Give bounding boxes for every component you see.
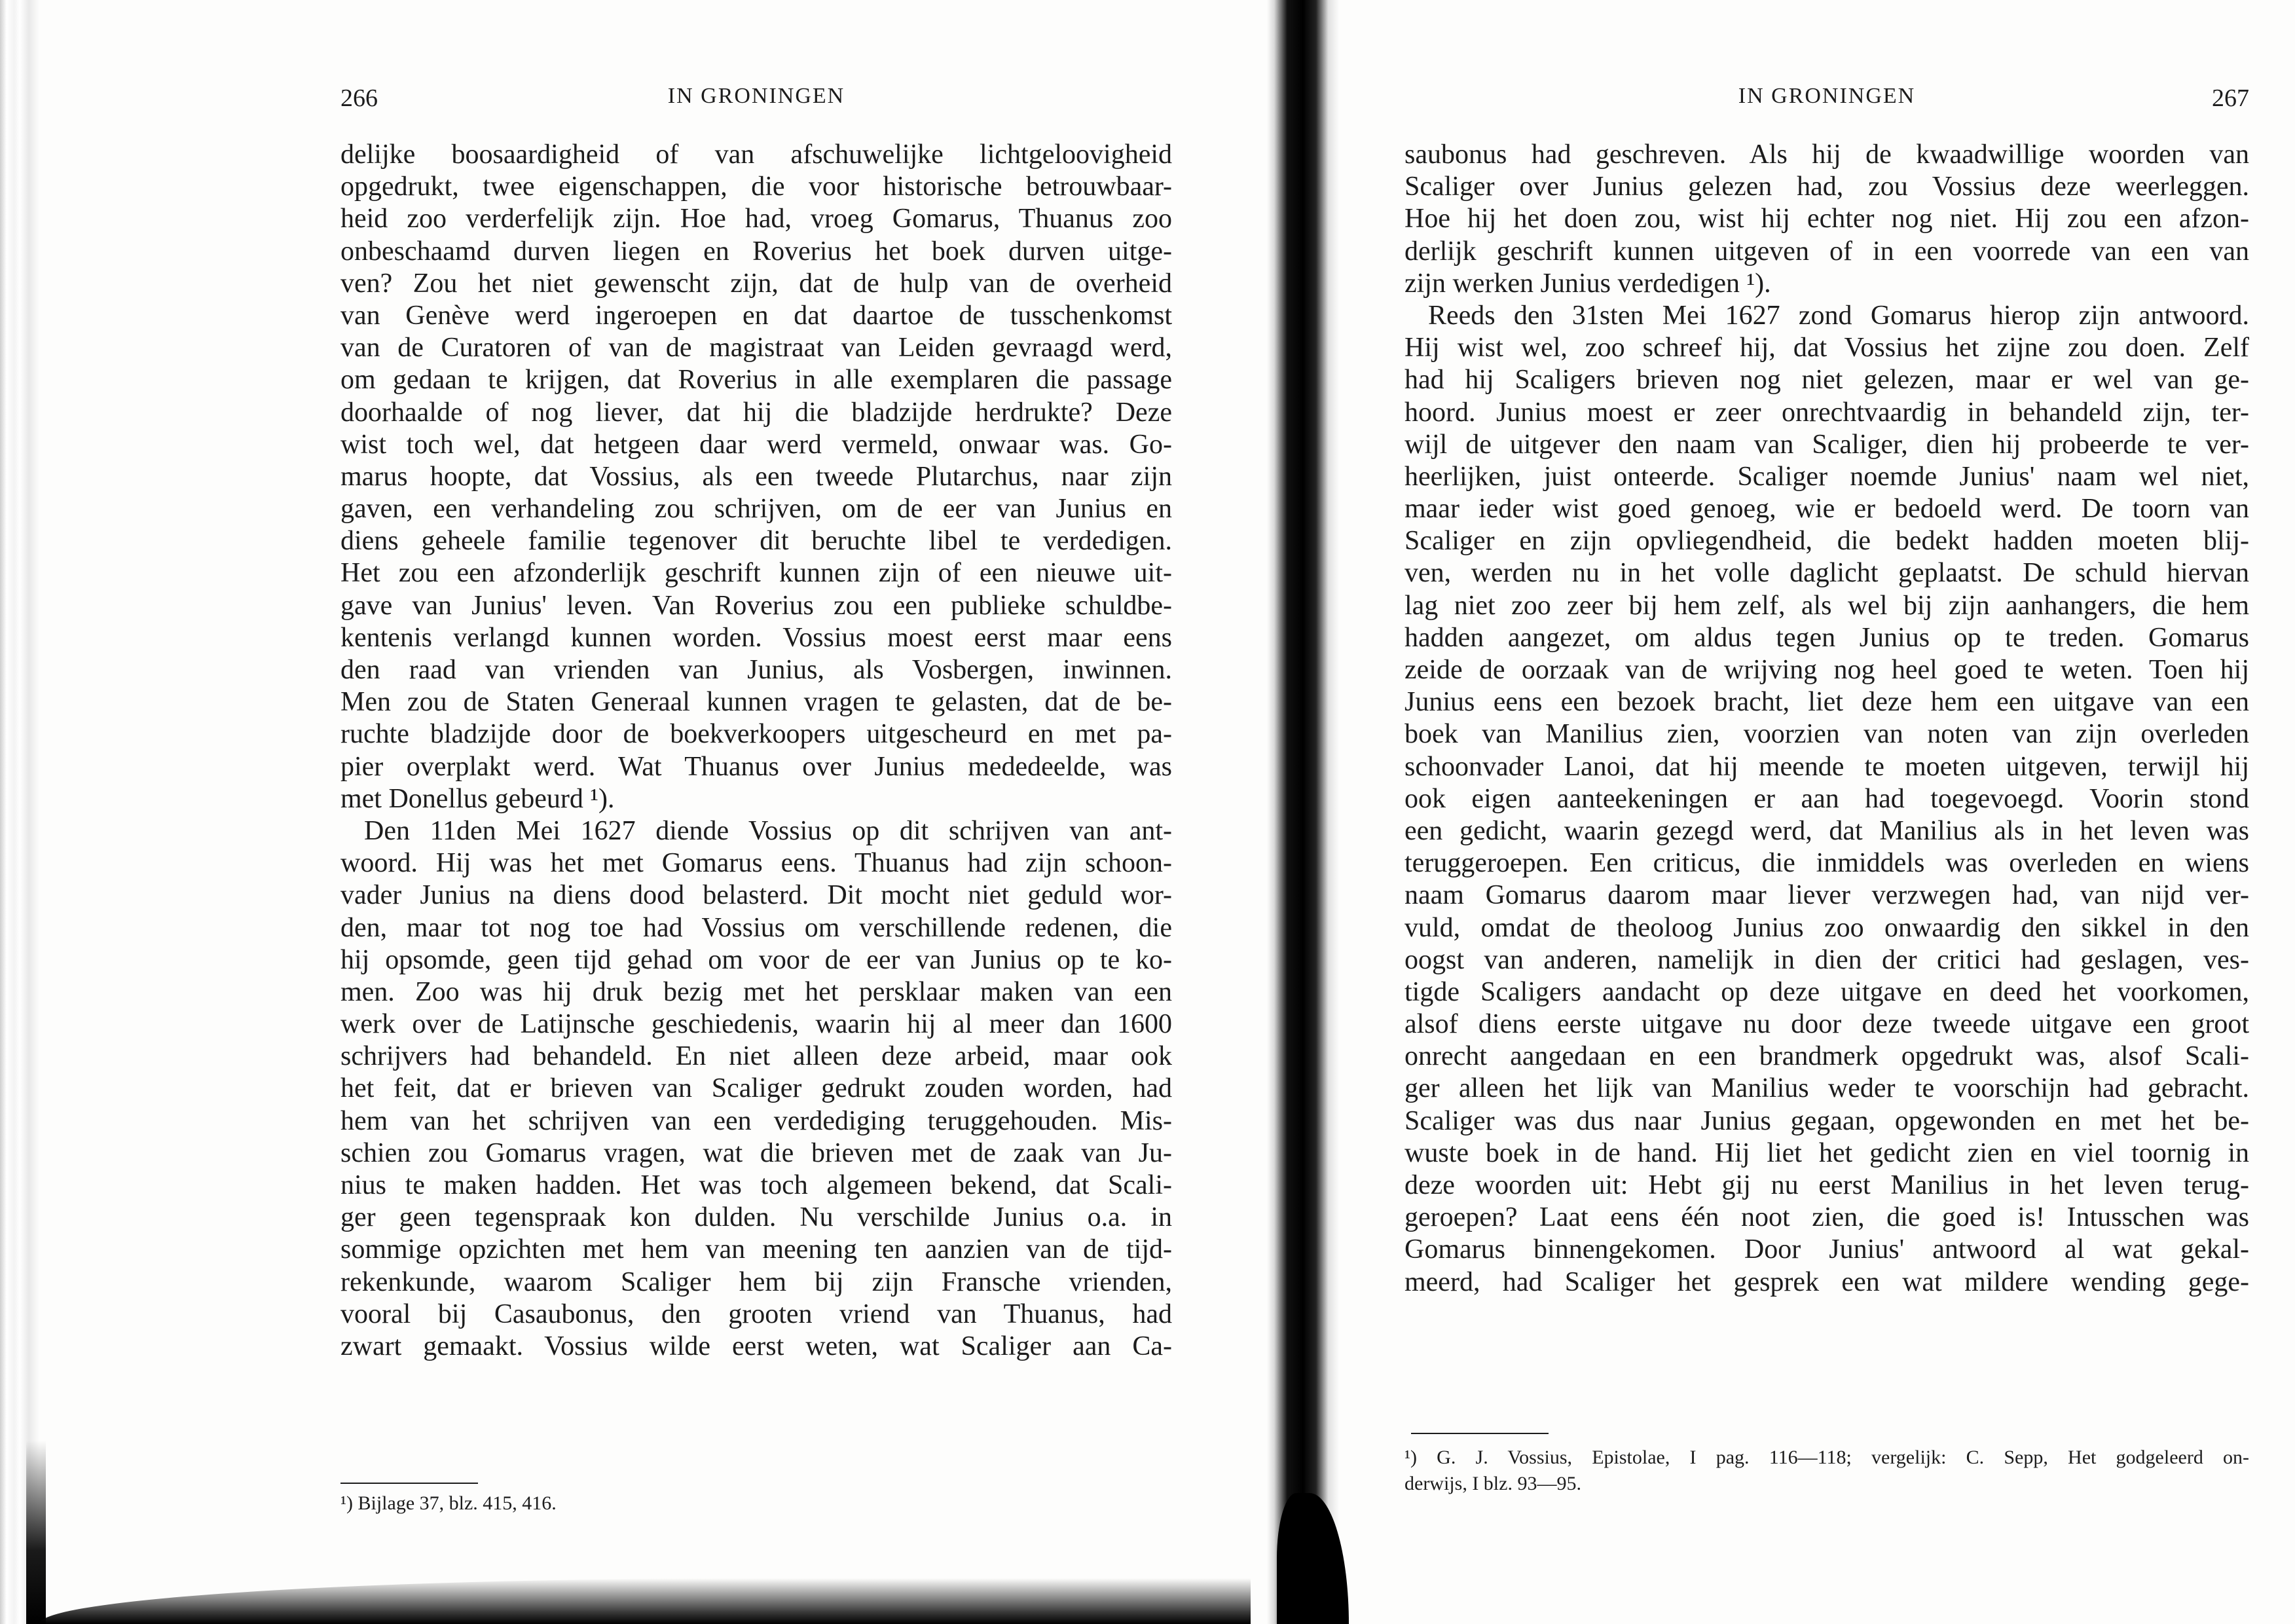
text-line: Men zou de Staten Generaal kunnen vragen te gelasten, dat de be-: [340, 687, 1172, 718]
text-line: boek van Manilius zien, voorzien van noten van zijn overleden: [1405, 719, 2249, 750]
text-line: kentenis verlangd kunnen worden. Vossius moest eerst maar eens: [340, 622, 1172, 653]
text-line: Junius eens een bezoek bracht, liet deze hem een uitgave van een: [1405, 687, 2249, 718]
text-line: teruggeroepen. Een criticus, die inmiddels was overleden en wiens: [1405, 848, 2249, 879]
text-line: oogst van anderen, namelijk in dien der critici had geslagen, ves-: [1405, 944, 2249, 975]
text-line: den, maar tot nog toe had Vossius om verschillende redenen, die: [340, 912, 1172, 943]
text-line: Het zou een afzonderlijk geschrift kunnen zijn of een nieuwe uit-: [340, 558, 1172, 589]
text-line: wist toch wel, dat hetgeen daar werd vermeld, onwaar was. Go-: [340, 429, 1172, 460]
text-line: rekenkunde, waarom Scaliger hem bij zijn Fransche vrienden,: [340, 1266, 1172, 1297]
text-line: heerlijken, juist onteerde. Scaliger noemde Junius' naam wel niet,: [1405, 461, 2249, 492]
text-line: ger alleen het lijk van Manilius weder te voorschijn had gebracht.: [1405, 1073, 2249, 1104]
text-line: van Genève werd ingeroepen en dat daartoe de tusschenkomst: [340, 300, 1172, 331]
text-line: hadden aangezet, om aldus tegen Junius op te treden. Gomarus: [1405, 622, 2249, 653]
right-page-number: 267: [2212, 84, 2249, 112]
text-line: men. Zoo was hij druk bezig met het persklaar maken van een: [340, 976, 1172, 1007]
text-line: ven? Zou het niet gewenscht zijn, dat de hulp van de overheid: [340, 268, 1172, 299]
text-line: gaven, een verhandeling zou schrijven, om de eer van Junius en: [340, 494, 1172, 525]
text-line: van de Curatoren of van de magistraat van Leiden gevraagd werd,: [340, 333, 1172, 363]
text-line: onbeschaamd durven liegen en Roverius het boek durven uitge-: [340, 236, 1172, 267]
text-line: deze woorden uit: Hebt gij nu eerst Manilius in het leven terug-: [1405, 1170, 2249, 1200]
text-line: opgedrukt, twee eigenschappen, die voor historische betrouwbaar-: [340, 172, 1172, 202]
text-line: alsof diens eerste uitgave nu door deze tweede uitgave een groot: [1405, 1009, 2249, 1040]
text-line: sommige opzichten met hem van meening ten aanzien van de tijd-: [340, 1234, 1172, 1265]
footnote-line: ¹) Bijlage 37, blz. 415, 416.: [340, 1492, 557, 1514]
text-line: zwart gemaakt. Vossius wilde eerst weten, wat Scaliger aan Ca-: [340, 1331, 1172, 1361]
right-page-text: [1405, 139, 2249, 1299]
text-line: Scaliger was dus naar Junius gegaan, opgewonden en met het be-: [1405, 1105, 2249, 1136]
text-line: had hij Scaligers brieven nog niet gelezen, maar er wel van ge-: [1405, 365, 2249, 396]
text-line: ven, werden nu in het volle daglicht geplaatst. De schuld hiervan: [1405, 558, 2249, 589]
text-line: ook eigen aanteekeningen er aan had toegevoegd. Voorin stond: [1405, 783, 2249, 814]
text-line: gave van Junius' leven. Van Roverius zou een publieke schuldbe-: [340, 590, 1172, 621]
text-line: schoonvader Lanoi, dat hij meende te moeten uitgeven, terwijl hij: [1405, 751, 2249, 782]
scan-left-edge: [0, 0, 39, 1624]
text-line: Gomarus binnengekomen. Door Junius' antwoord al wat gekal-: [1405, 1234, 2249, 1265]
text-line: maar ieder wist goed genoeg, wie er bedoeld werd. De toorn van: [1405, 494, 2249, 525]
text-line: ruchte bladzijde door de boekverkoopers uitgescheurd en met pa-: [340, 719, 1172, 750]
text-line: hij opsomde, geen tijd gehad om voor de eer van Junius op te ko-: [340, 944, 1172, 975]
text-line: den raad van vrienden van Junius, als Vosbergen, inwinnen.: [340, 655, 1172, 685]
text-line: werk over de Latijnsche geschiedenis, waarin hij al meer dan 1600: [340, 1009, 1172, 1040]
scan-edge-shadow: [26, 1441, 46, 1624]
text-line: wuste boek in de hand. Hij liet het gedicht zien en viel toornig in: [1405, 1137, 2249, 1168]
text-line: naam Gomarus daarom maar liever verzwegen had, van nijd ver-: [1405, 880, 2249, 911]
left-page-text: [340, 139, 1172, 1363]
left-running-head: IN GRONINGEN: [667, 84, 845, 108]
right-page-header: [1405, 84, 2249, 123]
footnote-line: derwijs, I blz. 93—95.: [1405, 1473, 1581, 1494]
text-line: nius te maken hadden. Het was toch algemeen bekend, dat Scali-: [340, 1170, 1172, 1200]
right-footnotes: [1405, 1445, 2249, 1497]
text-line: heid zoo verderfelijk zijn. Hoe had, vroeg Gomarus, Thuanus zoo: [340, 204, 1172, 234]
text-line: delijke boosaardigheid of van afschuwelijke lichtgeloovigheid: [340, 139, 1172, 170]
text-line: het feit, dat er brieven van Scaliger gedrukt zouden worden, had: [340, 1073, 1172, 1104]
text-line: meerd, had Scaliger het gesprek een wat mildere wending gege-: [1405, 1266, 2249, 1297]
text-line: vuld, omdat de theoloog Junius zoo onwaardig den sikkel in den: [1405, 912, 2249, 943]
text-line: saubonus had geschreven. Als hij de kwaadwillige woorden van: [1405, 139, 2249, 170]
text-line: Scaliger over Junius gelezen had, zou Vossius deze weerleggen.: [1405, 172, 2249, 202]
left-footnotes: [340, 1490, 681, 1517]
text-line: diens geheele familie tegenover dit beruchte libel te verdedigen.: [340, 526, 1172, 557]
text-line: onrecht aangedaan en een brandmerk opgedrukt was, alsof Scali-: [1405, 1041, 2249, 1072]
right-running-head: IN GRONINGEN: [1738, 84, 1916, 108]
left-page-number: 266: [340, 84, 378, 112]
book-gutter: [1267, 0, 1339, 1624]
text-line: vooral bij Casaubonus, den grooten vriend van Thuanus, had: [340, 1299, 1172, 1329]
text-line: doorhaalde of nog liever, dat hij die bladzijde herdrukte? Deze: [340, 397, 1172, 428]
text-line: Hoe hij het doen zou, wist hij echter nog niet. Hij zou een afzon-: [1405, 204, 2249, 234]
text-line: tigde Scaligers aandacht op deze uitgave en deed het voorkomen,: [1405, 976, 2249, 1007]
text-line: pier overplakt werd. Wat Thuanus over Junius mededeelde, was: [340, 751, 1172, 782]
left-page-header: [340, 84, 1172, 123]
text-line: Scaliger en zijn opvliegendheid, die bedekt hadden moeten blij-: [1405, 526, 2249, 557]
text-line: derlijk geschrift kunnen uitgeven of in een voorrede van een van: [1405, 236, 2249, 267]
footnote-line: ¹) G. J. Vossius, Epistolae, I pag. 116—118; vergelijk: C. Sepp, Het godgeleerd on-: [1405, 1447, 2249, 1468]
text-line: vader Junius na diens dood belasterd. Dit mocht niet geduld wor-: [340, 880, 1172, 911]
text-line: zeide de oorzaak van de wrijving nog heel goed te weten. Toen hij: [1405, 655, 2249, 685]
text-line: Den 11den Mei 1627 diende Vossius op dit schrijven van ant-: [364, 815, 1172, 846]
text-line: een gedicht, waarin gezegd werd, dat Manilius als in het leven was: [1405, 815, 2249, 846]
text-line: ger geen tegenspraak kon dulden. Nu verschilde Junius o.a. in: [340, 1202, 1172, 1233]
text-line: met Donellus gebeurd ¹).: [340, 783, 615, 814]
text-line: zijn werken Junius verdedigen ¹).: [1405, 268, 1771, 299]
text-line: wijl de uitgever den naam van Scaliger, dien hij probeerde te ver-: [1405, 429, 2249, 460]
scan-bottom-shadow: [39, 1578, 1251, 1624]
text-line: lag niet zoo zeer bij hem zelf, als wel bij zijn aanhangers, die hem: [1405, 590, 2249, 621]
text-line: Hij wist wel, zoo schreef hij, dat Vossius het zijne zou doen. Zelf: [1405, 333, 2249, 363]
left-footnote-rule: [340, 1483, 478, 1484]
right-footnote-rule: [1411, 1433, 1549, 1434]
text-line: woord. Hij was het met Gomarus eens. Thuanus had zijn schoon-: [340, 848, 1172, 879]
text-line: om gedaan te krijgen, dat Roverius in alle exemplaren die passage: [340, 365, 1172, 396]
text-line: hem van het schrijven van een verdediging teruggehouden. Mis-: [340, 1105, 1172, 1136]
text-line: schien zou Gomarus vragen, wat die brieven met de zaak van Ju-: [340, 1137, 1172, 1168]
text-line: hoord. Junius moest er zeer onrechtvaardig in behandeld zijn, ter-: [1405, 397, 2249, 428]
text-line: schrijvers had behandeld. En niet alleen deze arbeid, maar ook: [340, 1041, 1172, 1072]
text-line: geroepen? Laat eens één noot zien, die goed is! Intusschen was: [1405, 1202, 2249, 1233]
text-line: marus hoopte, dat Vossius, als een tweede Plutarchus, naar zijn: [340, 461, 1172, 492]
text-line: Reeds den 31sten Mei 1627 zond Gomarus hierop zijn antwoord.: [1428, 300, 2249, 331]
